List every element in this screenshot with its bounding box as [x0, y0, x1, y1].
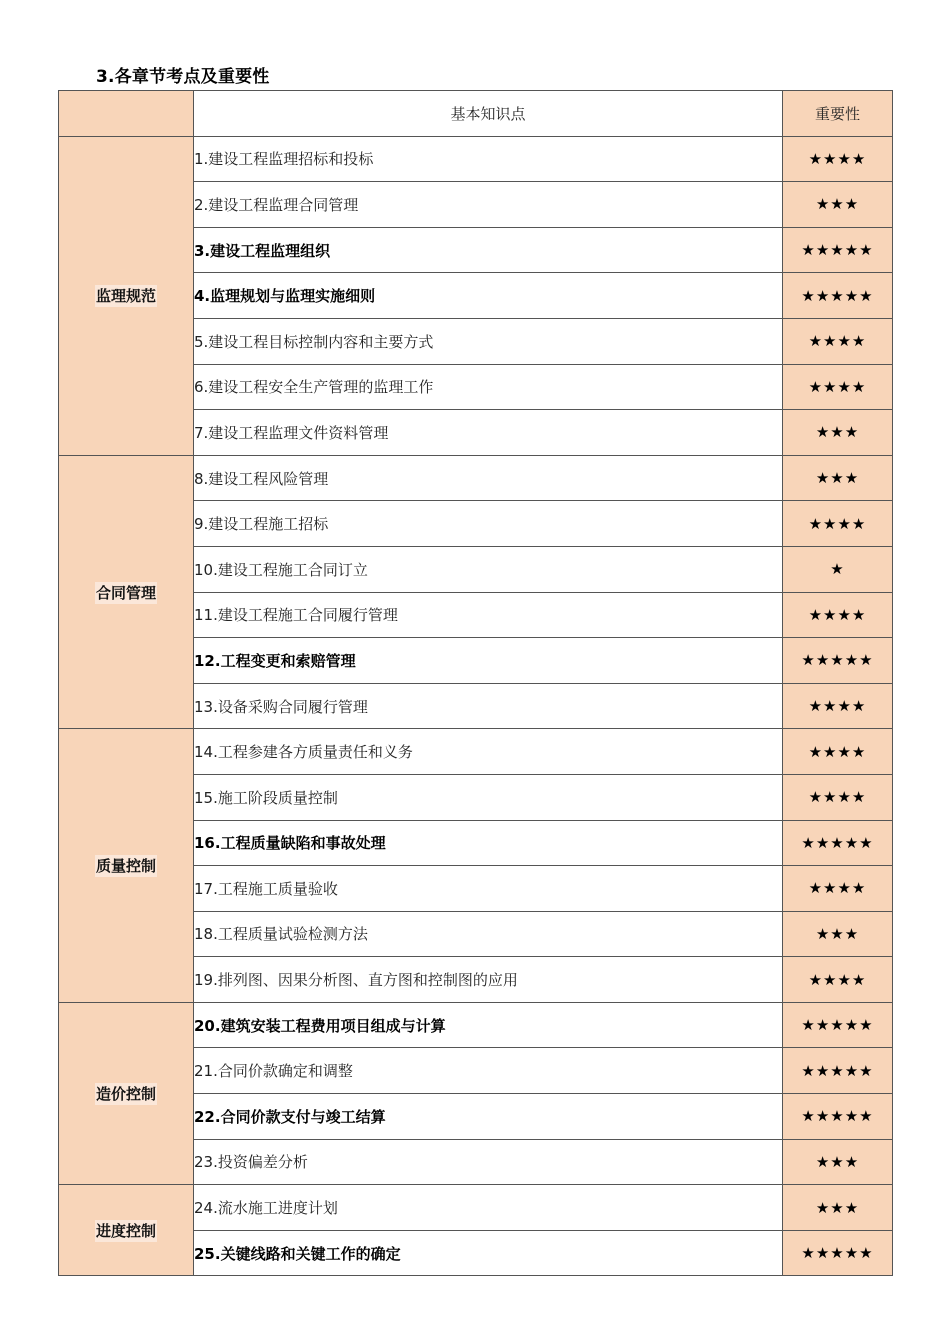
topic-cell: 6.建设工程安全生产管理的监理工作	[194, 364, 783, 410]
importance-stars: ★★★	[783, 1185, 893, 1231]
topic-cell: 20.建筑安装工程费用项目组成与计算	[194, 1002, 783, 1048]
importance-stars: ★★★★★	[783, 820, 893, 866]
importance-stars: ★★★	[783, 911, 893, 957]
topic-cell: 22.合同价款支付与竣工结算	[194, 1094, 783, 1140]
importance-stars: ★★★★★	[783, 1094, 893, 1140]
topic-cell: 8.建设工程风险管理	[194, 455, 783, 501]
importance-stars: ★★★★★	[783, 638, 893, 684]
header-importance: 重要性	[783, 91, 893, 137]
importance-stars: ★★★	[783, 182, 893, 228]
topic-cell: 17.工程施工质量验收	[194, 866, 783, 912]
importance-stars: ★★★★	[783, 592, 893, 638]
category-label: 进度控制	[95, 1221, 156, 1240]
topic-cell: 1.建设工程监理招标和投标	[194, 136, 783, 182]
table-row	[59, 1185, 893, 1231]
topic-cell: 2.建设工程监理合同管理	[194, 182, 783, 228]
table-row	[59, 1002, 893, 1048]
importance-stars: ★★★	[783, 455, 893, 501]
topic-cell: 3.建设工程监理组织	[194, 227, 783, 273]
importance-stars: ★★★★	[783, 957, 893, 1003]
importance-stars: ★★★	[783, 1139, 893, 1185]
importance-stars: ★★★★	[783, 866, 893, 912]
topic-cell: 12.工程变更和索赔管理	[194, 638, 783, 684]
category-label: 质量控制	[95, 857, 156, 876]
category-cell	[59, 136, 194, 455]
table-row	[59, 455, 893, 501]
category-label: 造价控制	[95, 1085, 156, 1104]
header-topic: 基本知识点	[194, 91, 783, 137]
importance-stars: ★★★★★	[783, 227, 893, 273]
topic-cell: 24.流水施工进度计划	[194, 1185, 783, 1231]
category-cell	[59, 1002, 194, 1184]
table-row	[59, 136, 893, 182]
topic-cell: 16.工程质量缺陷和事故处理	[194, 820, 783, 866]
category-cell	[59, 1185, 194, 1276]
category-label: 监理规范	[95, 287, 156, 306]
importance-stars: ★★★★	[783, 364, 893, 410]
table-row	[59, 729, 893, 775]
topic-cell: 19.排列图、因果分析图、直方图和控制图的应用	[194, 957, 783, 1003]
importance-stars: ★★★★	[783, 501, 893, 547]
category-cell	[59, 455, 194, 729]
topic-cell: 11.建设工程施工合同履行管理	[194, 592, 783, 638]
table-header-row	[59, 91, 893, 137]
category-cell	[59, 729, 194, 1003]
topic-cell: 21.合同价款确定和调整	[194, 1048, 783, 1094]
topic-cell: 5.建设工程目标控制内容和主要方式	[194, 318, 783, 364]
page-title: 3.各章节考点及重要性	[96, 67, 270, 87]
importance-stars: ★★★★	[783, 774, 893, 820]
importance-stars: ★★★★★	[783, 1048, 893, 1094]
knowledge-points-table	[58, 90, 893, 1276]
importance-stars: ★★★★	[783, 729, 893, 775]
importance-stars: ★	[783, 546, 893, 592]
importance-stars: ★★★★★	[783, 1002, 893, 1048]
importance-stars: ★★★★	[783, 683, 893, 729]
importance-stars: ★★★★	[783, 136, 893, 182]
category-label: 合同管理	[95, 583, 156, 602]
topic-cell: 10.建设工程施工合同订立	[194, 546, 783, 592]
importance-stars: ★★★★★	[783, 273, 893, 319]
topic-cell: 25.关键线路和关键工作的确定	[194, 1230, 783, 1276]
topic-cell: 9.建设工程施工招标	[194, 501, 783, 547]
importance-stars: ★★★	[783, 410, 893, 456]
importance-stars: ★★★★	[783, 318, 893, 364]
topic-cell: 7.建设工程监理文件资料管理	[194, 410, 783, 456]
topic-cell: 4.监理规划与监理实施细则	[194, 273, 783, 319]
header-category	[59, 91, 194, 137]
topic-cell: 14.工程参建各方质量责任和义务	[194, 729, 783, 775]
topic-cell: 23.投资偏差分析	[194, 1139, 783, 1185]
topic-cell: 15.施工阶段质量控制	[194, 774, 783, 820]
topic-cell: 13.设备采购合同履行管理	[194, 683, 783, 729]
importance-stars: ★★★★★	[783, 1230, 893, 1276]
topic-cell: 18.工程质量试验检测方法	[194, 911, 783, 957]
